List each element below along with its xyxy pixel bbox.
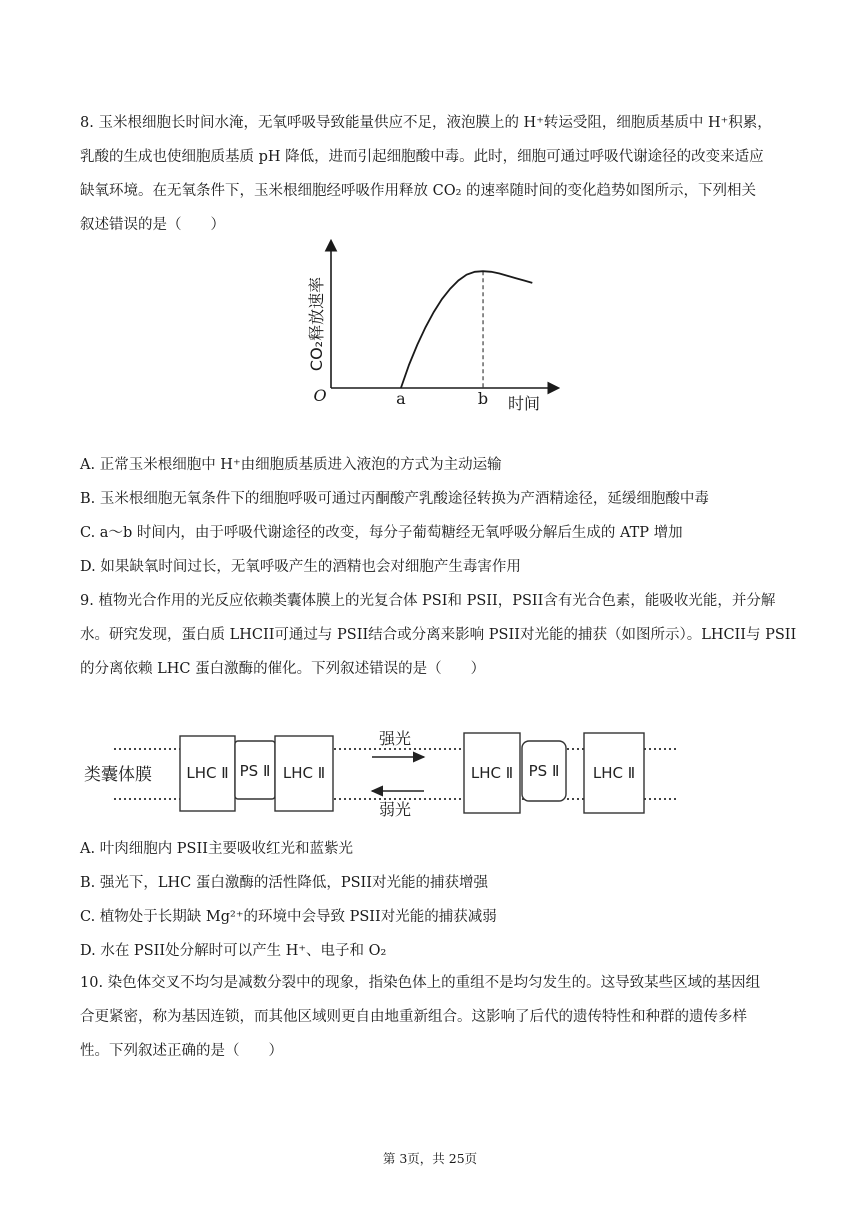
q8-option-c: C. a～b 时间内，由于呼吸代谢途径的改变，每分子葡萄糖经无氧呼吸分解后生成的 ATP 增加 xyxy=(80,525,683,541)
strong-light-label: 强光 xyxy=(378,729,412,748)
chart-origin-label: O xyxy=(313,386,327,405)
chart-xlabel: 时间 xyxy=(507,394,541,413)
q8-line-1: 8. 玉米根细胞长时间水淹，无氧呼吸导致能量供应不足，液泡膜上的 H⁺转运受阻，细胞质基质中 H⁺积累， xyxy=(80,115,772,131)
psii-label: PS Ⅱ xyxy=(239,762,271,780)
q9-line-2: 水。研究发现，蛋白质 LHCII可通过与 PSII结合或分离来影响 PSII对光能的捕获（如图所示）。LHCII与 PSII xyxy=(80,627,797,643)
co2-rate-curve xyxy=(401,271,532,388)
lhcii-label: LHC Ⅱ xyxy=(186,764,229,782)
q8-line-2: 乳酸的生成也使细胞质基质 pH 降低，进而引起细胞酸中毒。此时，细胞可通过呼吸代谢途径的改变来适应 xyxy=(80,149,764,165)
chart-ylabel: CO₂释放速率 xyxy=(307,276,326,372)
chart-tick-label-a: a xyxy=(396,389,406,408)
psii-label: PS Ⅱ xyxy=(528,762,560,780)
q9-option-c: C. 植物处于长期缺 Mg²⁺的环境中会导致 PSII对光能的捕获减弱 xyxy=(80,909,497,925)
question-10-stem xyxy=(80,966,780,1068)
q9-line-1: 9. 植物光合作用的光反应依赖类囊体膜上的光复合体 PSI和 PSII，PSII含有光合色素，能吸收光能，并分解 xyxy=(80,593,776,609)
lhcii-label: LHC Ⅱ xyxy=(282,764,326,782)
page-footer: 第 3页，共 25页 xyxy=(382,1151,478,1166)
q10-line-3: 性。下列叙述正确的是（ ） xyxy=(80,1043,283,1059)
thylakoid-membrane-diagram xyxy=(78,722,682,818)
q9-option-d: D. 水在 PSII处分解时可以产生 H⁺、电子和 O₂ xyxy=(80,943,387,959)
question-9-stem xyxy=(80,584,797,686)
q10-line-2: 合更紧密，称为基因连锁，而其他区域则更自由地重新组合。这影响了后代的遗传特性和种群的遗传多样 xyxy=(80,1009,747,1025)
q9-line-3: 的分离依赖 LHC 蛋白激酶的催化。下列叙述错误的是（ ） xyxy=(80,661,486,677)
membrane-label: 类囊体膜 xyxy=(84,765,152,785)
weak-light-label: 弱光 xyxy=(378,800,412,818)
lhcii-label: LHC Ⅱ xyxy=(592,764,636,782)
q10-line-1: 10. 染色体交叉不均匀是减数分裂中的现象，指染色体上的重组不是均匀发生的。这导致某些区域的基因组 xyxy=(80,975,761,991)
q8-line-4: 叙述错误的是（ ） xyxy=(80,217,225,233)
chart-tick-label-b: b xyxy=(477,389,489,408)
lhcii-label: LHC Ⅱ xyxy=(470,764,514,782)
q8-option-a: A. 正常玉米根细胞中 H⁺由细胞质基质进入液泡的方式为主动运输 xyxy=(80,457,502,473)
q9-option-b: B. 强光下，LHC 蛋白激酶的活性降低，PSII对光能的捕获增强 xyxy=(80,875,488,891)
question-8-stem xyxy=(80,106,780,242)
q9-option-a: A. 叶肉细胞内 PSII主要吸收红光和蓝紫光 xyxy=(80,841,353,857)
q8-option-b: B. 玉米根细胞无氧条件下的细胞呼吸可通过丙酮酸产乳酸途径转换为产酒精途径，延缓细胞酸中毒 xyxy=(80,491,709,507)
q8-option-d: D. 如果缺氧时间过长，无氧呼吸产生的酒精也会对细胞产生毒害作用 xyxy=(80,559,521,575)
co2-release-rate-chart xyxy=(300,234,570,420)
q8-line-3: 缺氧环境。在无氧条件下，玉米根细胞经呼吸作用释放 CO₂ 的速率随时间的变化趋势如图所示，下列相关 xyxy=(80,183,757,199)
